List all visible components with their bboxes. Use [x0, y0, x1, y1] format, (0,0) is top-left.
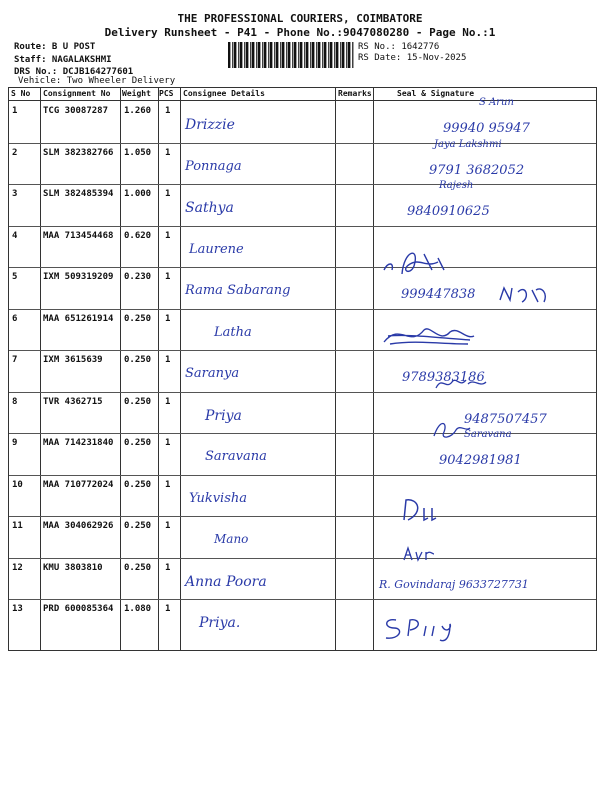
row-seal-name: Saravana: [464, 429, 512, 440]
row-seal-handwriting: 9791 3682052: [429, 162, 525, 178]
row-consignment-no: MAA 713454468: [43, 230, 114, 241]
route-label: Route: B U POST: [14, 42, 96, 52]
row-weight: 0.250: [124, 355, 152, 365]
row-seal-handwriting: 9789383186: [402, 370, 485, 385]
row-pcs: 1: [165, 604, 171, 614]
row-consignee-handwriting: Anna Poora: [185, 573, 267, 590]
row-pcs: 1: [165, 396, 171, 407]
row-pcs: 1: [165, 562, 171, 573]
row-consignee-handwriting: Drizzie: [185, 117, 235, 133]
row-seal-handwriting: 9042981981: [439, 453, 522, 468]
rs-number: RS No.: 1642776: [358, 42, 440, 52]
row-sno: 3: [12, 189, 18, 199]
row-consignee-handwriting: Mano: [214, 532, 249, 546]
row-consignment-no: SLM 382382766: [43, 147, 114, 158]
row-consignment-no: MAA 651261914: [43, 313, 114, 324]
row-seal-handwriting: 999447838: [401, 287, 476, 302]
row-consignee-handwriting: Priya.: [199, 615, 241, 631]
row-weight: 0.230: [124, 272, 152, 282]
row-pcs: 1: [165, 313, 171, 324]
row-consignee-handwriting: Latha: [214, 324, 252, 340]
vehicle-label: Vehicle: Two Wheeler Delivery: [18, 76, 176, 86]
row-consignment-no: MAA 304062926: [43, 521, 114, 531]
row-pcs: 1: [165, 521, 171, 531]
row-consignment-no: IXM 509319209: [43, 272, 114, 282]
row-consignment-no: TCG 30087287: [43, 106, 109, 116]
row-weight: 1.050: [124, 147, 152, 158]
row-seal-handwriting: 9840910625: [407, 204, 490, 219]
signature-row-13: [380, 612, 470, 644]
row-consignee-handwriting: Priya: [205, 407, 242, 424]
row-seal-name: S Arun: [479, 97, 514, 108]
signature-row-6: [380, 318, 480, 352]
row-sno: 10: [12, 479, 23, 490]
row-consignment-no: IXM 3615639: [43, 355, 103, 365]
row-pcs: 1: [165, 479, 171, 490]
col-header-remarks: Remarks: [338, 89, 372, 98]
drs-label: DRS No.: DCJB164277601: [14, 67, 134, 77]
signature-row-7: [432, 372, 492, 394]
row-sno: 7: [12, 355, 18, 365]
row-weight: 1.080: [124, 604, 152, 614]
row-weight: 0.250: [124, 438, 152, 448]
col-header-weight: Weight: [122, 89, 151, 98]
row-sno: 13: [12, 604, 23, 614]
row-pcs: 1: [165, 230, 171, 241]
row-seal-handwriting: 99940 95947: [443, 121, 530, 136]
row-sno: 5: [12, 272, 18, 282]
row-consignment-no: TVR 4362715: [43, 396, 103, 407]
staff-label: Staff: NAGALAKSHMI: [14, 55, 112, 65]
row-sno: 4: [12, 230, 18, 241]
row-pcs: 1: [165, 189, 171, 199]
row-weight: 1.260: [124, 106, 152, 116]
row-pcs: 1: [165, 147, 171, 158]
row-weight: 0.250: [124, 479, 152, 490]
row-weight: 0.250: [124, 396, 152, 407]
row-pcs: 1: [165, 106, 171, 116]
col-header-consignee: Consignee Details: [183, 89, 265, 98]
row-seal-name: Jaya Lakshmi: [434, 138, 502, 150]
rs-date: RS Date: 15-Nov-2025: [358, 53, 467, 63]
col-header-sno: S No: [11, 89, 31, 98]
row-pcs: 1: [165, 438, 171, 448]
row-sno: 1: [12, 106, 18, 116]
row-consignee-handwriting: Laurene: [189, 241, 244, 257]
row-weight: 0.250: [124, 562, 152, 573]
row-consignment-no: MAA 710772024: [43, 479, 114, 490]
row-seal-handwriting: 9487507457: [464, 411, 547, 427]
row-weight: 0.620: [124, 230, 152, 241]
row-consignee-handwriting: Yukvisha: [189, 490, 247, 506]
row-consignment-no: MAA 714231840: [43, 438, 114, 448]
row-seal-name: Rajesh: [439, 180, 474, 191]
signature-row-8: [430, 414, 474, 442]
barcode-image: [228, 42, 354, 68]
row-pcs: 1: [165, 272, 171, 282]
row-sno: 11: [12, 521, 23, 531]
col-header-pcs: PCS: [159, 89, 174, 98]
row-pcs: 1: [165, 355, 171, 365]
row-sno: 8: [12, 396, 18, 407]
company-title: THE PROFESSIONAL COURIERS, COIMBATORE: [177, 12, 423, 25]
row-consignment-no: PRD 600085364: [43, 604, 114, 614]
signature-row-5: [496, 280, 576, 306]
row-sno: 6: [12, 313, 18, 324]
row-weight: 1.000: [124, 189, 152, 199]
row-sno: 9: [12, 438, 18, 448]
signature-row-4: [380, 240, 470, 280]
row-sno: 12: [12, 562, 23, 573]
runsheet-subtitle: Delivery Runsheet - P41 - Phone No.:9047080280 - Page No.:1: [104, 26, 496, 39]
row-sno: 2: [12, 147, 18, 158]
signature-row-11: [400, 544, 440, 564]
row-seal-handwriting: R. Govindaraj 9633727731: [379, 577, 529, 591]
row-consignee-handwriting: Rama Sabarang: [185, 283, 291, 298]
col-header-seal: Seal & Signature: [397, 89, 475, 98]
runsheet-table: [8, 87, 597, 651]
row-consignee-handwriting: Ponnaga: [185, 158, 242, 174]
row-weight: 0.250: [124, 313, 152, 324]
row-consignee-handwriting: Saravana: [205, 449, 267, 464]
row-consignment-no: KMU 3803810: [43, 562, 103, 573]
row-consignee-handwriting: Saranya: [185, 366, 240, 381]
row-consignee-handwriting: Sathya: [185, 200, 234, 216]
col-header-consignment: Consignment No: [43, 89, 111, 98]
row-weight: 0.250: [124, 521, 152, 531]
row-consignment-no: SLM 382485394: [43, 189, 114, 199]
signature-row-10: [398, 494, 448, 524]
